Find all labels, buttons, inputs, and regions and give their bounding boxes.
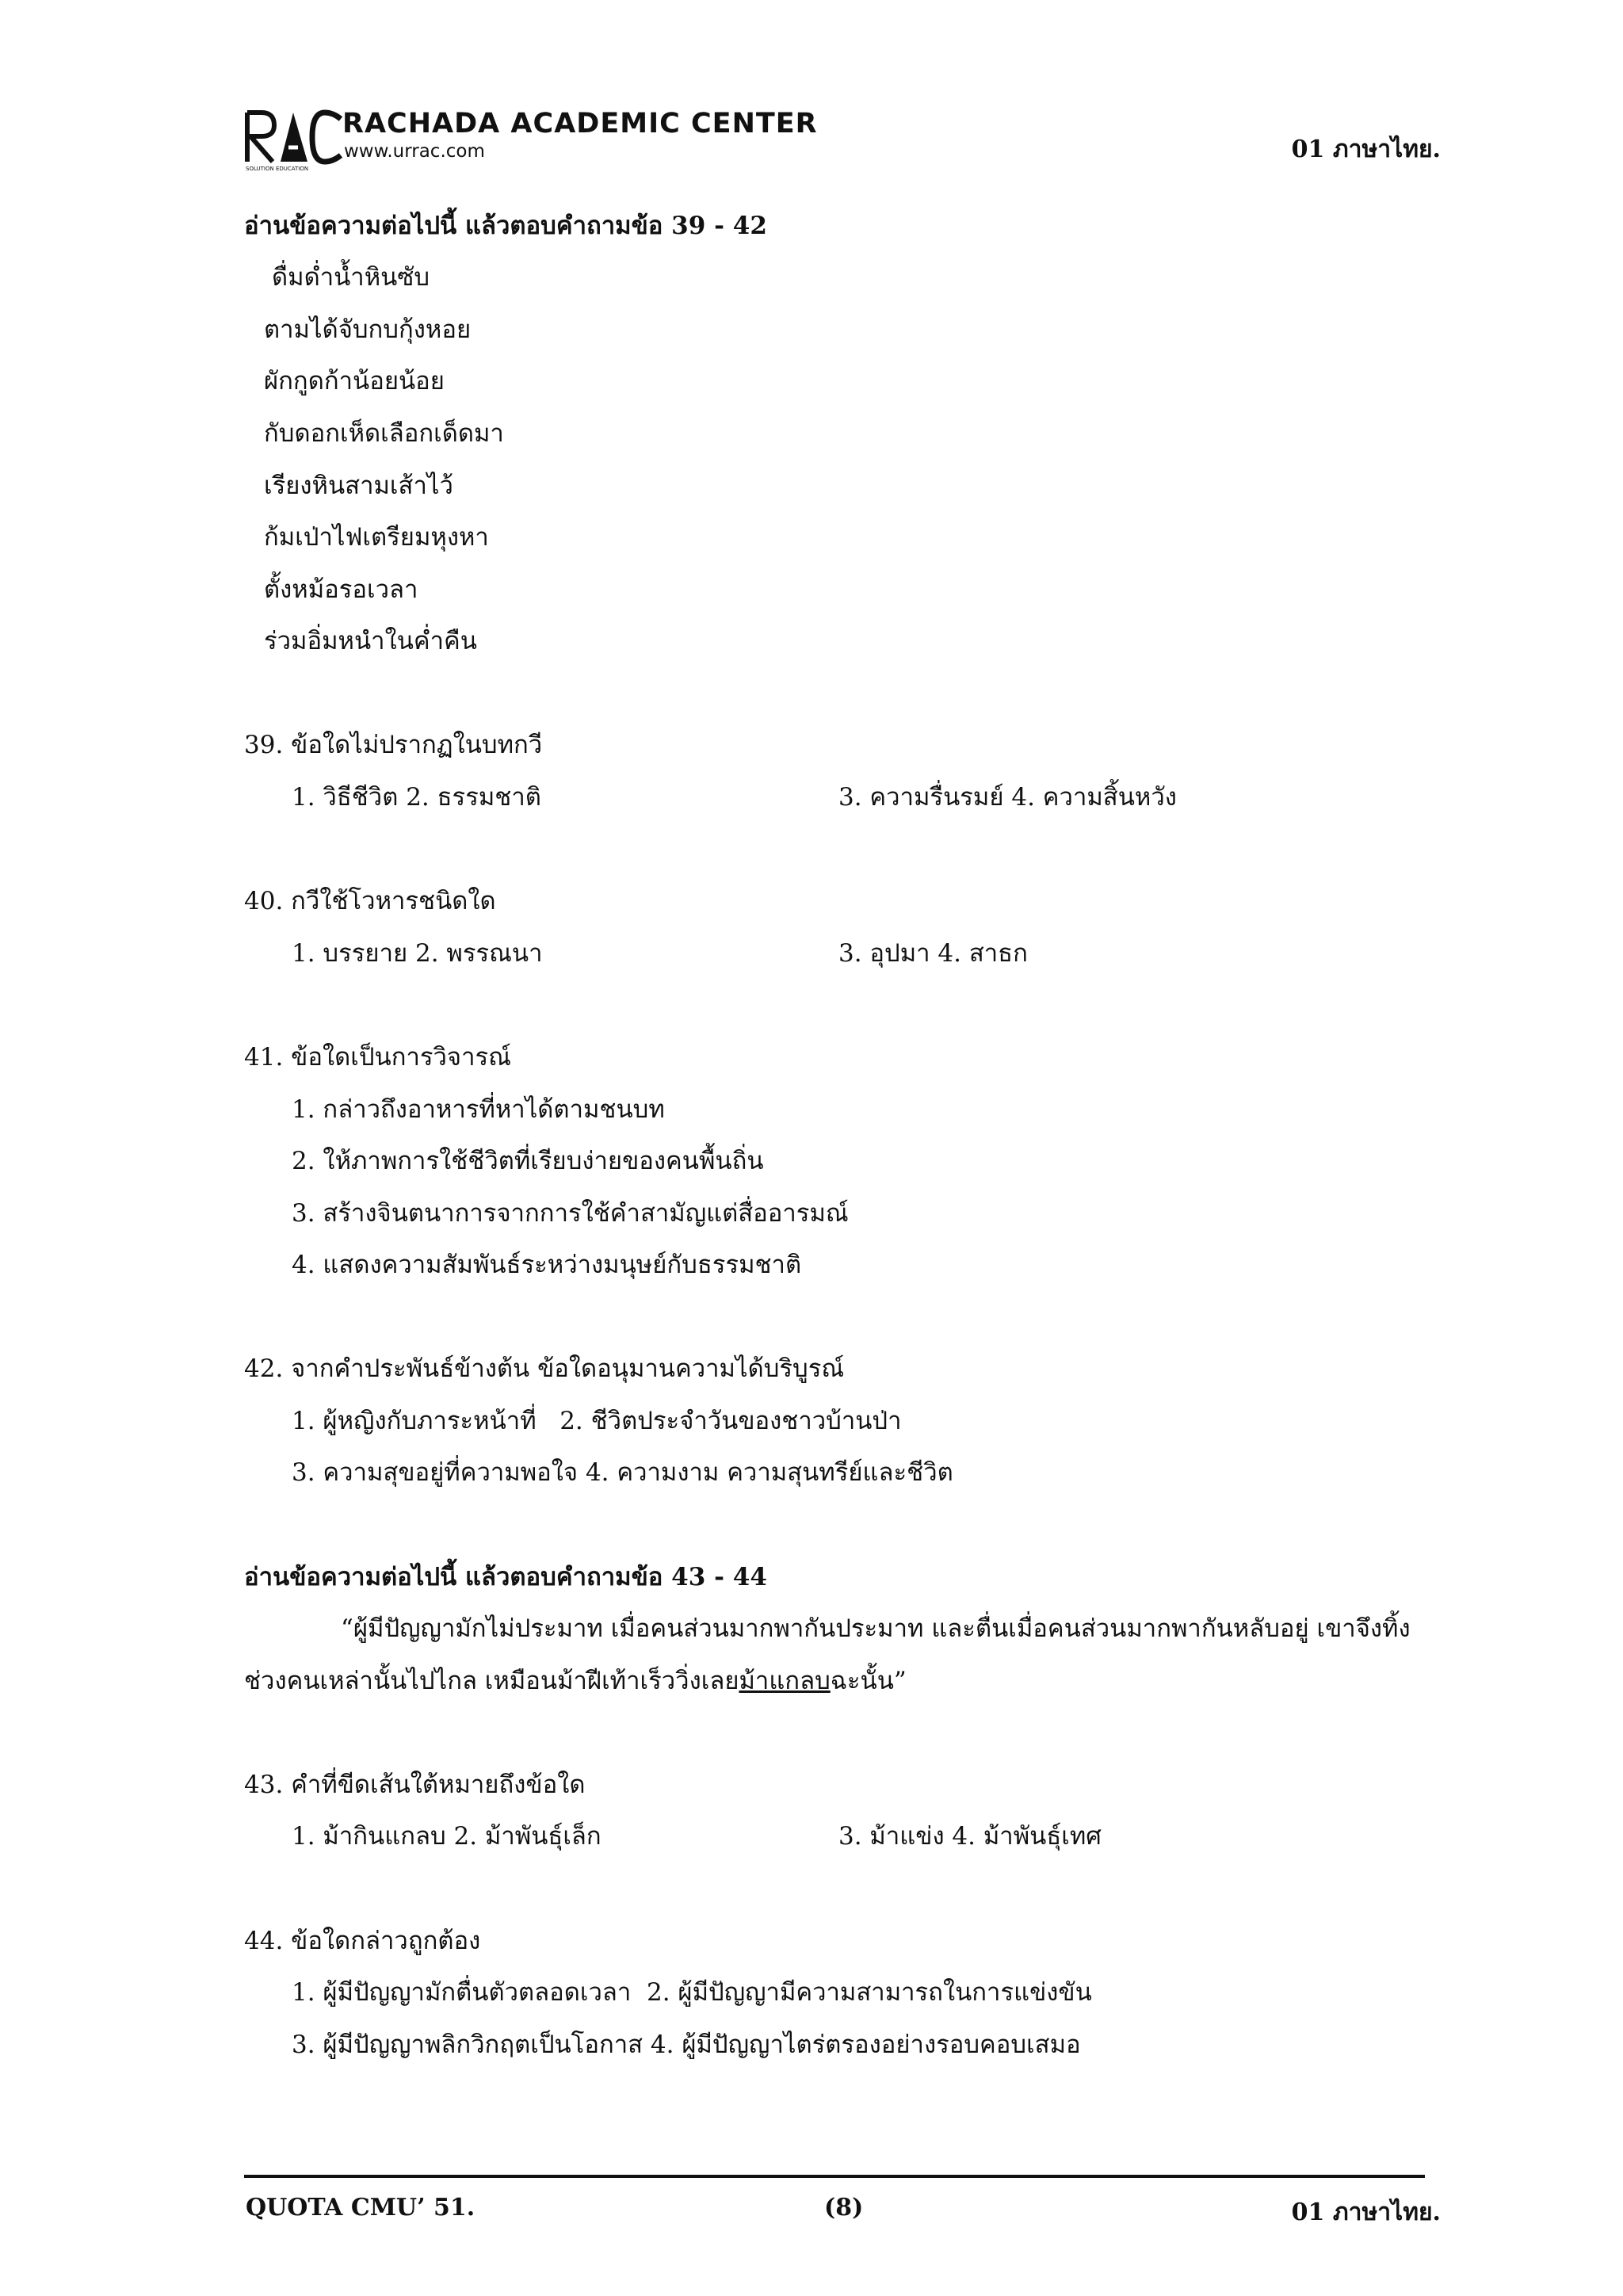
section1-instruction: อ่านข้อความต่อไปนี้ แล้วตอบคำถามข้อ 39 - 42 [244, 212, 767, 240]
passage-line-2 [244, 1665, 907, 1697]
poem-line: ตั้งหม้อรอเวลา [264, 575, 418, 604]
poem-line: ตามได้จับกบกุ้งหอย [264, 315, 472, 344]
q44-options-line1: 1. ผู้มีปัญญามักตื่นตัวตลอดเวลา 2. ผู้มีปัญญามีความสามารถในการแข่งขัน [292, 1978, 1092, 2007]
passage-text: ช่วงคนเหล่านั้นไปไกล เหมือนม้าฝีเท้าเร็ววิ่งเลย [244, 1667, 739, 1695]
footer-exam-name: QUOTA CMU’ 51. [246, 2194, 475, 2222]
rac-logo-icon [244, 109, 346, 171]
underlined-term: ม้าแกลบ [739, 1667, 831, 1695]
q40-options-left: 1. บรรยาย 2. พรรณนา [292, 939, 543, 968]
header-subject: 01 ภาษาไทย. [1291, 136, 1441, 163]
q42-options-line1: 1. ผู้หญิงกับภาระหน้าที่ 2. ชีวิตประจำวันของชาวบ้านป่า [292, 1407, 902, 1435]
q39-options-left: 1. วิธีชีวิต 2. ธรรมชาติ [292, 783, 541, 812]
passage-line-1: “ผู้มีปัญญามักไม่ประมาท เมื่อคนส่วนมากพากันประมาท และตื่นเมื่อคนส่วนมากพากันหลับอยู่ เขาจึงทิ้ง [341, 1614, 1411, 1643]
poem-line: เรียงหินสามเส้าไว้ [264, 472, 453, 500]
question-39: 39. ข้อใดไม่ปรากฏในบทกวี [244, 731, 543, 759]
q41-option-2: 2. ให้ภาพการใช้ชีวิตที่เรียบง่ายของคนพื้นถิ่น [292, 1147, 764, 1175]
question-43: 43. คำที่ขีดเส้นใต้หมายถึงข้อใด [244, 1771, 586, 1799]
footer-subject: 01 ภาษาไทย. [1291, 2199, 1441, 2226]
q41-option-1: 1. กล่าวถึงอาหารที่หาได้ตามชนบท [292, 1095, 665, 1124]
q41-option-3: 3. สร้างจินตนาการจากการใช้คำสามัญแต่สื่ออารมณ์ [292, 1199, 849, 1228]
logo-subtext: SOLUTION EDUCATION [246, 166, 309, 171]
question-41: 41. ข้อใดเป็นการวิจารณ์ [244, 1043, 511, 1072]
poem-line: ดื่มด่ำน้ำหินซับ [272, 263, 430, 292]
poem-line: กับดอกเห็ดเลือกเด็ดมา [264, 419, 504, 448]
q43-options-right: 3. ม้าแข่ง 4. ม้าพันธุ์เทศ [838, 1822, 1102, 1851]
q41-option-4: 4. แสดงความสัมพันธ์ระหว่างมนุษย์กับธรรมชาติ [292, 1251, 802, 1279]
footer-page-number: (8) [824, 2194, 864, 2222]
q42-options-line2: 3. ความสุขอยู่ที่ความพอใจ 4. ความงาม ความสุนทรีย์และชีวิต [292, 1458, 953, 1487]
poem-line: ร่วมอิ่มหนำในค่ำคืน [264, 627, 477, 655]
poem-line: ก้มเป่าไฟเตรียมหุงหา [264, 523, 489, 552]
brand-url: www.urrac.com [344, 141, 485, 162]
q44-options-line2: 3. ผู้มีปัญญาพลิกวิกฤตเป็นโอกาส 4. ผู้มีปัญญาไตร่ตรองอย่างรอบคอบเสมอ [292, 2030, 1081, 2059]
footer-divider [244, 2175, 1425, 2178]
question-42: 42. จากคำประพันธ์ข้างต้น ข้อใดอนุมานความได้บริบูรณ์ [244, 1354, 845, 1383]
q40-options-right: 3. อุปมา 4. สาธก [838, 939, 1028, 968]
poem-line: ผักกูดก้าน้อยน้อย [264, 367, 445, 395]
section2-instruction: อ่านข้อความต่อไปนี้ แล้วตอบคำถามข้อ 43 - 44 [244, 1563, 767, 1591]
q39-options-right: 3. ความรื่นรมย์ 4. ความสิ้นหวัง [838, 783, 1177, 812]
question-40: 40. กวีใช้โวหารชนิดใด [244, 887, 496, 915]
q43-options-left: 1. ม้ากินแกลบ 2. ม้าพันธุ์เล็ก [292, 1822, 601, 1851]
passage-text-end: ฉะนั้น” [830, 1667, 907, 1695]
question-44: 44. ข้อใดกล่าวถูกต้อง [244, 1927, 481, 1955]
brand-name: RACHADA ACADEMIC CENTER [342, 108, 818, 139]
